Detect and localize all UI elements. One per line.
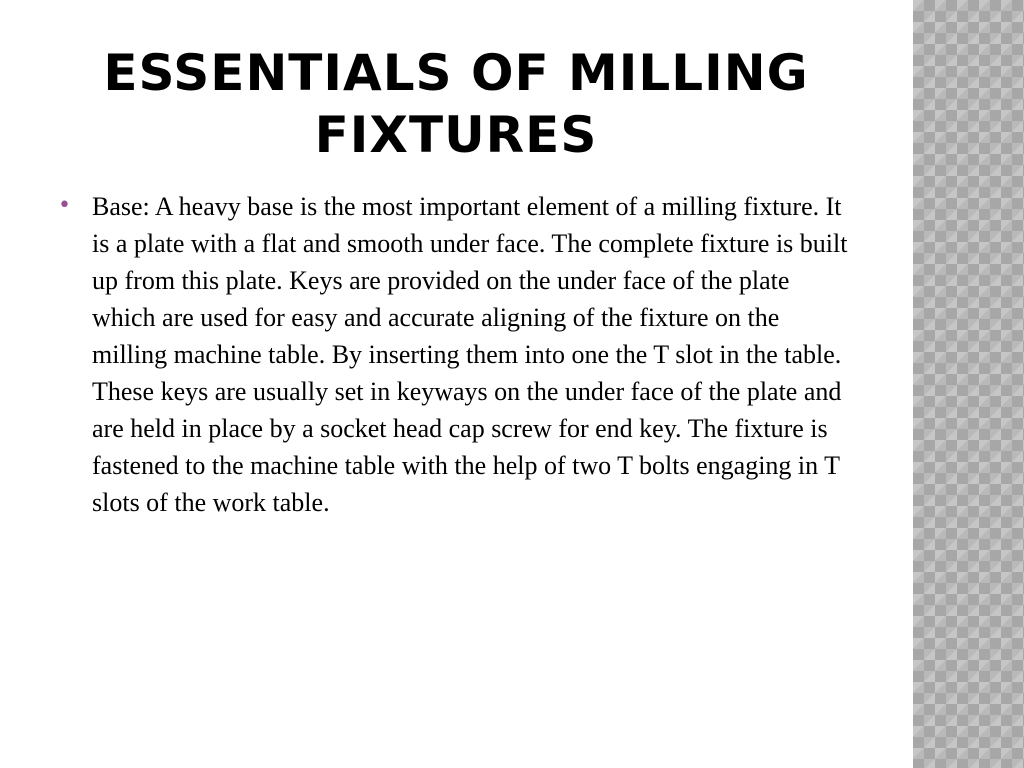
bullet-text: Base: A heavy base is the most important element of a milling fixture. It is a plate with a flat and smooth under face. The complete fixture is built up from this plate. Keys are provided on the under face of the plate which are used for easy and accurate aligning of the fixture on the milling machine table. By inserting them into one the T slot in the table. These keys are usually set in keyways on the under face of the plate and are held in place by a socket head cap screw for end key. The fixture is fastened to the machine table with the help of two T bolts engaging in T slots of the work table. [92,192,848,517]
bullet-item [58,188,848,521]
decorative-side-pattern [913,0,1024,768]
slide-title: ESSENTIALS OF MILLING FIXTURES [103,44,809,164]
slide-content [58,188,848,521]
bullet-marker: • [58,193,71,218]
